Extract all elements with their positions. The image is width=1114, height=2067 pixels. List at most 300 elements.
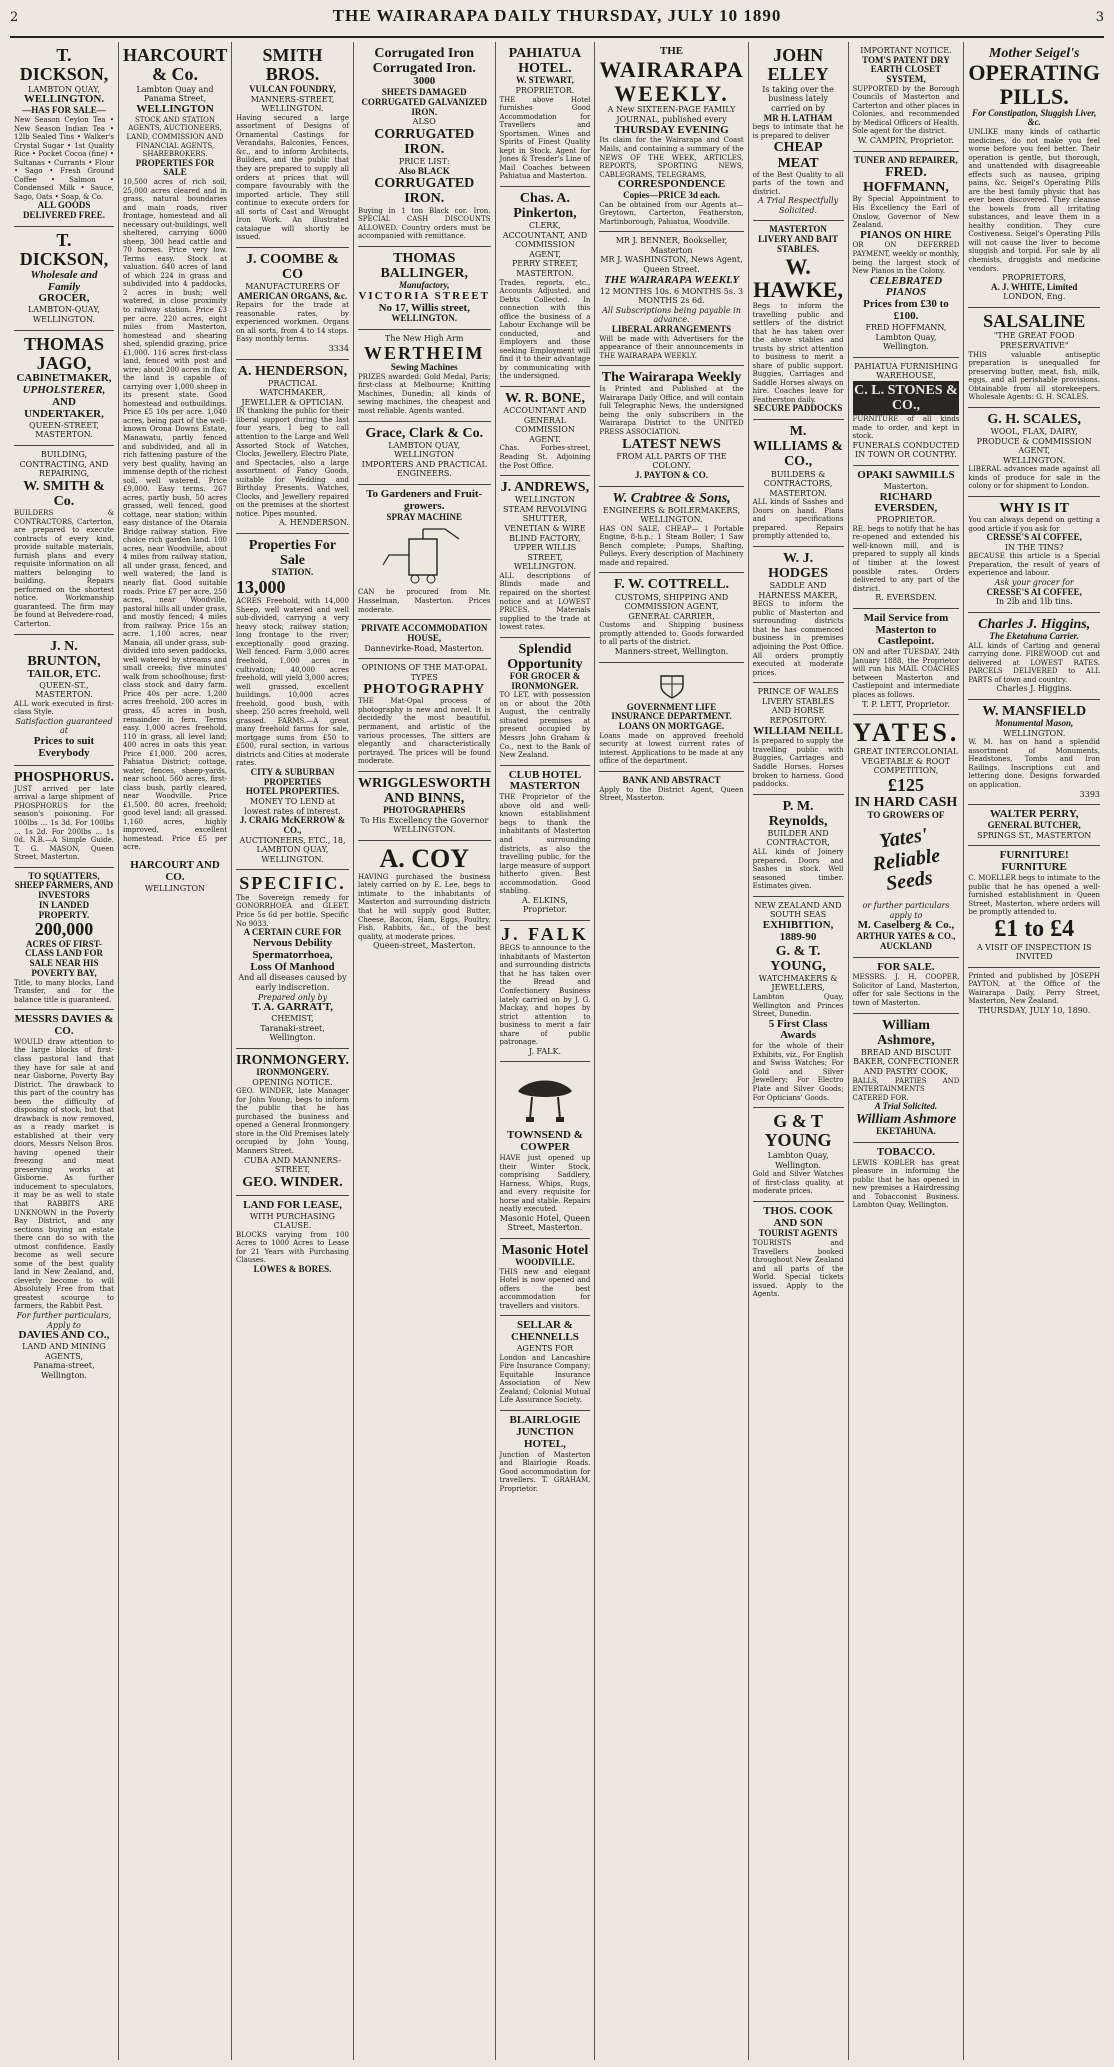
ad-body: Dannevirke-Road, Masterton. (364, 643, 485, 653)
ad-place: CUBA AND MANNERS-STREET, (243, 1155, 342, 1175)
ad-subtitle: ENGINEERS & BOILERMAKERS, (602, 505, 741, 515)
ad-title-3: PILLS. (999, 83, 1069, 109)
ad-celebrated: CELEBRATED PIANOS (869, 274, 943, 299)
ad-line-2: ALSO (412, 117, 436, 127)
ad-why-is-it (968, 497, 1100, 613)
ad-title: William Ashmore, (877, 1017, 935, 1048)
ad-title: W. J. HODGES (768, 550, 829, 582)
ad-g-t-young (753, 1108, 844, 1202)
ad-from: FROM ALL PARTS OF THE COLONY. (616, 451, 727, 471)
ad-title-2: OPERATING (968, 60, 1100, 86)
ad-signature: W. CAMPIN, Proprietor. (857, 135, 954, 145)
ad-body-2: IN THE TINS? (1004, 542, 1064, 552)
ad-body: Loans made on approved freehold security at lowest current rates of interest. Applications to be made at any office of the department. (599, 731, 744, 766)
ad-william-ashmore (853, 1014, 960, 1143)
ad-body: Is prepared to supply the travelling public with Buggies, Carriages and Saddle Horses. Horses broken to harness. Good paddocks. (752, 737, 844, 789)
ad-phosphorus (14, 766, 114, 868)
ad-body: ALL kinds of Joinery prepared. Doors and Sashes in stock. Well seasoned timber. Estimates given. (752, 847, 844, 891)
ad-body: TOURISTS and Travellers booked throughout New Zealand and all parts of the World. Special tickets issued. Apply to the Agents. (752, 1239, 844, 1299)
ad-sellar (500, 1316, 591, 1411)
ad-davies (14, 1010, 114, 1385)
ad-body: or further particulars apply to (862, 901, 950, 920)
ad-line-1: Nervous Debility (252, 936, 333, 949)
ad-subtitle: NEW ZEALAND AND SOUTH SEAS (754, 900, 842, 920)
ad-body: HAS ON SALE, CHEAP— 1 Portable Engine, 8-h.p.; 1 Steam Boiler; 1 Saw Bench complete; Pumps, Shafting, Pulleys. Every description of Machinery made and repaired. (599, 524, 744, 567)
newspaper-title: THE WAIRARAPA DAILY THURSDAY, JULY 10 1890 (332, 6, 782, 25)
ad-body: C. MOELLER begs to intimate to the public that he has opened a well-furnished establishment in Queen Street, Masterton, where orders will be promptly attended to. (968, 874, 1100, 917)
ad-mansfield (968, 700, 1100, 805)
ad-body: SUPPORTED by the Borough Councils of Masterton and Carterton and other places in Colonies, and recommended by Medical Officers of Health. Sole agent for the district. (852, 84, 960, 136)
ad-subtitle: FOR GROCER & IRONMONGER. (509, 670, 581, 691)
ad-place: WELLINGTON (136, 103, 214, 116)
ad-subtitle: LAMBTON QUAY, (28, 84, 100, 94)
ad-subtitle: CUSTOMS, SHIPPING AND COMMISSION AGENT, (614, 592, 729, 612)
ad-trial: A Trial Solicited. (874, 1101, 938, 1112)
ad-heading: STOCK AND STATION AGENTS, AUCTIONEERS, LAND, COMMISSION AND FINANCIAL AGENTS, SHAREBROKERS. (126, 115, 224, 159)
ad-w-smith (14, 446, 114, 634)
ad-crabtree (599, 487, 743, 574)
ad-title: W. MANSFIELD (982, 703, 1087, 719)
ad-subtitle: BREAD AND BISCUIT BAKER, CONFECTIONER AND PASTRY COOK, (853, 1047, 959, 1076)
ad-hotel-properties: HOTEL PROPERTIES. (245, 786, 340, 797)
ad-furniture (968, 846, 1100, 968)
ad-salsaline (968, 308, 1100, 408)
ad-squatters (14, 868, 114, 1011)
ad-body: 10,500 acres of rich soil, 25,000 acres cleared and in grass, natural boundaries and main roads, river frontage, homestead and all necessary out-buildings, well sheltered, carrying 6000 sheep, 300 head cattle and 70 horses. Price very low. Terms easy. Stock at valuation. 640 acres of land of which 224 in grass and subdivided into 4 paddocks, 2 acres in bush; well watered, in close proximity to railway station. Price £3 per acre. 220 acres, eight miles from Masterton, homestead and shearing shed, splendid grazing, price £1,000. 116 acres first-class land, fenced with post and wire; about 200 acres in flax; the land is capable of carrying over 1,000 sheep in its present state. Good homestead and outbuildings. Price £5 10s per acre. 1,040 acres, being part of the well-known Orona Downs Estate, Manawatu, partly fenced and subdivided, and all in rich fattening pasture of the very best quality, having an immense depth of the richest soil, well watered. Price £9,000. Easy terms. 267 acres, partly bush, 50 acres grassed, well fenced, good cottage, near station; within easy distance of the Otaraia Bridge railway station. Five choice rich garden land. 100 acres, near Woodville, about 4 miles from railway station, all under grass, fenced, and well watered; the land is nearly flat. Good suitable roads. Price £7 per acre. 250 acres, near Woodville, pastoral hills all under grass, and mostly fenced; 4 miles from railway. Price 15s an acre. 1,100 acres, near Manaia, all under grass, sub-divided into seven paddocks, well watered by streams and small creeks; five minutes' walk from schoolhouse; first-class stock and dairy farm. Price 40s per acre. 1,200 acres freehold, 200 acres in grass, 45 acres in bush, remainder in fern. Terms easy. 1,000 acres freehold, 110 in grass, all level land; 400 acres in oats this year. Price £1,000. 200 acres, Pahiatua District; cottage, water, fences, sheep-yards, near school. 560 acres, first-class bush, partly cleared, near Woodville. Price £1,500. 80 acres, freehold; good level land; all grassed. 1,160 acres, highly improved, excellent homestead. Price £5 per acre. (122, 178, 228, 852)
ad-title: WHY IS IT (999, 500, 1069, 516)
column-4 (353, 42, 495, 2060)
ad-title: J. ANDREWS, (500, 480, 590, 496)
ad-place: WELLINGTON. (23, 93, 105, 106)
ad-title: WILLIAM NEILL (753, 724, 843, 737)
ad-body: Chas. Forbes-street, Reading St. Adjoining the Post Office. (499, 444, 591, 470)
ad-line-1: SHEETS DAMAGED CORRUGATED GALVANIZED IRON. (361, 87, 488, 117)
ad-items: New Season Ceylon Tea • New Season Indian Tea • 12lb Sealed Tins • Walker's Crystal Sugar • 1st Quality Rice • Pocket Cocoa (fine) • Sultanas • Currants • Flour • Sago • Fresh Ground Coffee • Salmon • Condensed Milk • Sauce, Sago, Oats • Soap, & Co. (14, 116, 114, 201)
ad-place: WELLINGTON. (640, 515, 703, 525)
ad-thos-cook (753, 1202, 844, 1304)
ad-title: Splendid Opportunity (507, 641, 583, 672)
ad-masonic-hotel (500, 1239, 591, 1316)
ad-agent-1: M. Caselberg & Co., (857, 919, 955, 932)
ad-name: A. J. WHITE, Limited (991, 281, 1078, 292)
ad-place: UPPER WILLIS STREET, WELLINGTON. (513, 543, 577, 572)
ad-acreage: 200,000 (34, 919, 94, 940)
ad-subtitle-2: GROCER, (38, 292, 90, 305)
ad-government-life (599, 663, 743, 772)
ad-seigels-pills (968, 42, 1100, 308)
ad-title: PRIVATE ACCOMMODATION HOUSE, (361, 623, 488, 643)
ad-prices: Prices from £30 to £100. (863, 298, 949, 323)
ad-title: YATES. (852, 718, 960, 748)
ad-body: BEGS to inform the public of Masterton and surrounding districts that he has commenced business in premises adjoining the Post Office. All orders promptly executed at moderate prices. (752, 600, 844, 677)
ad-place: EKETAHUNA. (876, 1125, 936, 1136)
ad-subtitle: For Constipation, Sluggish Liver, &c. (972, 107, 1097, 128)
ad-trial: A Trial Respectfully Solicited. (758, 196, 839, 215)
ad-body: Trades, reports, etc., Accounts Adjusted, and Debts Collected. In connection with this office the business of a Labour Exchange will be conducted, and Employers and those seeking Employment will find it to their advantage by communicating with the undersigned. (499, 278, 591, 381)
column-2 (118, 42, 231, 2060)
ad-townsend (500, 1062, 591, 1239)
ad-body: THE above Hotel furnishes Good Accommodation for Travellers and Sportsmen. Wines and Spirits of Finest Quality kept in Stock. Agent for Jones & Tresder's Line of Mail Coaches between Pahiatua and Masterton. (499, 95, 591, 181)
ad-body-2: A VISIT OF INSPECTION IS INVITED (976, 942, 1092, 962)
ad-apply: Apply to (47, 1320, 81, 1330)
ad-body: HAVING purchased the business lately carried on by E. Lee, begs to intimate to the inhabitants of Masterton and surrounding districts that he will supply good Butter, Cheese, Bacon, Ham, Eggs, Poultry, Fish, Rabbits, &c., of the best quality, at moderate prices. (357, 872, 491, 941)
ad-title: G. H. SCALES, (987, 411, 1082, 427)
ad-specific (236, 870, 349, 1048)
ad-title: T. DICKSON, (19, 229, 109, 270)
ad-place: Manners-street, Wellington. (614, 646, 729, 656)
ad-title-2: WAIRARAPA (599, 56, 744, 82)
ad-subtitle: Lambton Quay and Panama Street, (136, 84, 214, 104)
ad-body: HAVE just opened up their Winter Stock, comprising Saddlery, Harness, Whips, Rugs, and every requisite for horse and stable. Repairs neatly executed. (499, 1154, 591, 1214)
ad-subtitle: W. STEWART, (515, 75, 574, 86)
ad-subtitle: The Eketahuna Carrier. (989, 630, 1079, 641)
ad-subtitle: A New SIXTEEN-PAGE FAMILY JOURNAL, published every (607, 105, 736, 124)
ad-falk (500, 921, 591, 1062)
ad-subtitle: GREAT INTERCOLONIAL VEGETABLE & ROOT COMPETITION, (853, 747, 959, 776)
ad-agent-2: ARTHUR YATES & CO., AUCKLAND (856, 931, 956, 951)
ad-body: RE. begs to notify that he has re-opened and extended his well-known mill, and is prepared to supply all kinds of timber at the lowest possible rates. Orders delivered to any part of the district. (852, 524, 960, 593)
ad-subtitle: PHOTOGRAPHERS (383, 804, 466, 815)
ad-title: TOWNSEND & COWPER (506, 1129, 583, 1154)
ad-place: VICTORIA STREET (358, 289, 491, 302)
ad-body-2: of the Best Quality to all parts of the town and district. (752, 170, 844, 196)
ad-place: PERRY STREET, MASTERTON. (511, 259, 578, 279)
ad-body: LIBERAL advances made against all kinds of produce for sale in the colony or for shipment to London. (968, 465, 1100, 491)
ad-role: PROPRIETOR. (515, 85, 575, 95)
yates-reliable-seeds-logo: Yates' Reliable Seeds (870, 824, 941, 896)
ad-body: By Special Appointment to His Excellency the Earl of Onslow, Governor of New Zealand. (852, 195, 960, 230)
ad-funerals: FUNERALS CONDUCTED IN TOWN OR COUNTRY. (852, 440, 960, 460)
ad-line-3: WELLINGTON. (393, 825, 456, 835)
ad-yates (853, 715, 960, 957)
ad-body: You can always depend on getting a good article if you ask for (968, 515, 1100, 533)
ad-title: A. HENDERSON, (237, 363, 348, 379)
ad-land-lease (236, 1196, 349, 1280)
ad-by: Prepared only by (257, 992, 328, 1002)
ad-title: MASTERTON LIVERY AND BAIT STABLES. (758, 224, 838, 254)
ad-body: Junction of Masterton and Blairlogie Roads. Good accommodation for travellers. T. GRAHAM, Proprietor. (499, 1450, 591, 1493)
ad-title: SMITH BROS. (262, 45, 323, 85)
ad-agents: LAND AND MINING AGENTS, (22, 1341, 106, 1361)
ad-body: London and Lancashire Fire Insurance Company; Equitable Insurance Association of New Zealand; Colonial Mutual Life Assurance Society. (499, 1353, 591, 1405)
ad-properties (236, 534, 349, 871)
ad-title: THOMAS BALLINGER, (380, 250, 468, 281)
ad-scales (968, 408, 1100, 497)
ad-title: BLAIRLOGIE JUNCTION HOTEL, (509, 1413, 581, 1450)
ad-body: begs to intimate that he is prepared to deliver (752, 123, 844, 140)
ad-weekly-subscriptions (599, 232, 743, 366)
ad-body: Its claim for the Wairarapa and Coast Mails, and containing a summary of the NEWS OF THE WEEK, ARTICLES, REPORTS, SPORTING NEWS, CABLEGRAMS, TELEGRAMS, (599, 136, 744, 179)
ad-quantity: 3000 (413, 75, 436, 88)
ad-line-1: IMPORTERS AND PRACTICAL ENGINEERS. (361, 459, 487, 479)
ad-place: Masterton. (883, 481, 929, 491)
ad-ironmongery (236, 1049, 349, 1196)
ad-subtitle: ACCOUNTANT AND GENERAL COMMISSION AGENT. (503, 406, 587, 444)
ad-agents: Can be obtained from our Agents at— Greytown, Carterton, Featherston, Martinborough, Pahiatua, Woodville. (599, 200, 744, 226)
ad-signature: A. HENDERSON. (278, 518, 349, 528)
ad-open: OPENING NOTICE. (252, 1077, 333, 1087)
column-1 (10, 42, 118, 2060)
ad-wertheim (358, 330, 491, 421)
ad-body: ALL kinds of Carting and general carrying done. FIREWOOD cut and delivered at LOWEST RATES. PARCELS DELIVERED to ALL PARTS of town and country. (968, 641, 1100, 684)
ad-body: Customs and Shipping business promptly attended to. Goods forwarded to all parts of the district. (599, 621, 744, 647)
ad-title: To Gardeners and Fruit-growers. (366, 488, 483, 512)
ad-number: 3334 (328, 343, 349, 353)
ad-title: THOMAS JAGO, (23, 333, 104, 373)
ad-body: MESSRS. J. H. COOPER, Solicitor of Land, Masterton, offer for sale Sections in the town of Masterton. (852, 973, 960, 1007)
ad-private-house (358, 620, 491, 659)
ad-line-1: Satisfaction guaranteed at (15, 716, 113, 736)
ad-body: PRIZES awarded: Gold Medal, Paris; first-class at Melbourne; Knitting Machines, Dunedin; all kinds of sewing machines, the cheapest and most reliable. Agents wanted. (357, 372, 491, 415)
ad-name: G. & T. YOUNG, (770, 943, 826, 974)
ad-a-coy (358, 841, 491, 956)
ad-title-1: Mother Seigel's (988, 46, 1080, 61)
ad-title: Charles J. Higgins, (978, 616, 1091, 632)
imprint-date: THURSDAY, JULY 10, 1890. (977, 1005, 1091, 1015)
ad-place: Queen-street, Masterton. (372, 941, 476, 951)
ad-subtitle: "THE GREAT FOOD PRESERVATIVE" (993, 331, 1075, 351)
ad-subtitle: Manufactory, (399, 279, 450, 290)
ad-body: BEGS to announce to the inhabitants of Masterton and surrounding districts that he has taken over the Bread and Confectionery Business lately carried on by J. G. Mackay, and hopes by strict attention to business to merit a fair share of public patronage. (499, 944, 591, 1047)
ad-line-1: IN HARD CASH (854, 795, 958, 811)
ad-title: M. WILLIAMS & CO., (753, 424, 843, 470)
imprint (968, 968, 1100, 1021)
ad-place: Lambton Quay, Wellington. (767, 1150, 829, 1170)
ad-hodges (753, 547, 844, 683)
ad-awards: 5 First Class Awards (768, 1017, 828, 1042)
column-7 (748, 42, 848, 2060)
ad-place: QUEEN-STREET, MASTERTON. (29, 420, 99, 440)
ad-prize: £125 (887, 774, 924, 795)
ad-signature: FRED HOFFMANN, Lambton Quay, Wellington. (865, 323, 947, 352)
ad-mail-service (853, 609, 960, 715)
column-8 (848, 42, 964, 2060)
ad-day: THURSDAY EVENING (614, 123, 729, 136)
ad-price: Copies—PRICE 3d each. (623, 189, 720, 200)
ad-title: PAHIATUA HOTEL. (508, 46, 582, 77)
ad-subtitle: Is taking over the business lately carried on by (762, 84, 834, 114)
ad-photography (358, 659, 491, 772)
ad-line-3: ACRES OF FIRST-CLASS LAND FOR SALE NEAR HIS POVERTY BAY, (24, 938, 103, 978)
ad-liberal: LIBERAL ARRANGEMENTS (611, 323, 732, 334)
ad-brand: CRESSE'S AI COFFEE, (986, 532, 1082, 543)
ad-dickson-grocer (14, 42, 114, 227)
ad-title: Masonic Hotel (501, 1242, 589, 1258)
ad-signature: HARCOURT AND CO. (130, 859, 220, 883)
ad-subtitle: TUNER AND REPAIRER, (854, 154, 958, 165)
ad-body: IN thanking the public for their liberal support during the last four years, I beg to call attention to the Large and Well Assorted Stock of Watches, Clocks, Jewellery, Electro Plate, and Spectacles, also a large assortment of Fancy Goods, suitable for Wedding and Birthday Presents. Watches, Clocks, and Jewellery repaired on the premises at the shortest notice. Pipes mounted. (236, 407, 349, 518)
ad-title: W. SMITH & Co. (23, 478, 105, 509)
ad-signature: GEO. WINDER. (242, 1174, 343, 1190)
ad-bone (500, 387, 591, 476)
ad-line-2: GENERAL CARRIER, (628, 611, 715, 621)
ad-body: Begs to inform the travelling public and settlers of the district that he has taken over the above stables and trusts by strict attention to business to merit a share of public support. Buggies, Carriages and Saddle Horses always on hire. Coaches leave for Featherston daily. (752, 302, 844, 404)
ad-title: Grace, Clark & Co. (365, 425, 484, 441)
ad-title: F. W. COTTRELL. (613, 577, 730, 593)
ad-subtitle: The New High Arm (385, 334, 464, 344)
ad-pahiatua-furnishing (853, 358, 960, 466)
crest-icon (655, 670, 689, 700)
ad-title-3: WEEKLY. (614, 80, 729, 106)
ad-pahiatua-hotel (500, 42, 591, 187)
ad-title: Corrugated Iron (374, 46, 475, 61)
ad-grace-clark (358, 422, 491, 485)
ad-body: THIS new and elegant Hotel is now opened and offers the best accommodation for travellers and visitors. (499, 1267, 591, 1310)
ad-subtitle: WOOL, FLAX, DAIRY, PRODUCE & COMMISSION AGENT, (976, 426, 1092, 456)
ad-title: Chas. A. Pinkerton, (513, 190, 577, 221)
ad-body-2: for the whole of their Exhibits, viz., For English and Swiss Watches; For Gold and Silver Jewellery; For Electro Plate and Silver Goods; For Opticians' Goods. (752, 1042, 844, 1102)
ad-body: THE Mat-Opal process of photography is new and novel. It is decidedly the most beautiful, permanent, and artistic of the various processes. The sitters are elegantly and characteristically portrayed. The prices will be found moderate. (357, 697, 491, 766)
ad-title: WERTHEIM (364, 342, 485, 363)
ad-body: BUILDERS & CONTRACTORS, Carterton, are prepared to execute contracts of every kind, provide suitable materials, furnish plans and every requisite information on all matters belonging to building. Repairs performed on the shortest notice. Workmanship guaranteed. The firm may be found at Belvedere-road, Carterton. (14, 509, 114, 628)
ad-signature: T. P. LETT, Proprietor. (862, 699, 950, 709)
ad-thomas-jago (14, 331, 114, 447)
ad-line-2: To His Excellency the Governor (360, 815, 489, 825)
ad-m-williams (753, 420, 844, 547)
ad-place: WELLINGTON. (1003, 728, 1066, 738)
ad-body: The Sovereign remedy for GONORRHOEA and GLEET. Price 5s 6d per bottle. Specific No 9033. (236, 893, 349, 928)
ad-title: C. L. STONES & CO., (853, 381, 960, 415)
ad-address: No 17, Willis street, (378, 301, 470, 314)
ad-reynolds (753, 795, 844, 897)
ad-body: JUST arrived per late arrival a large shipment of PHOSPHORUS for the season's poisoning. For 100lbs ... 1s 3d. For 100lbs ... 1s 2d. For 200lbs ... 1s 0d. N.B.—A Simple Guide. T. G. MASON, Queen Street, Masterton. (14, 784, 114, 862)
ad-wairarapa-weekly (599, 42, 743, 232)
ad-subtitle: TAILOR, ETC. (27, 667, 101, 680)
ad-club-hotel (500, 766, 591, 921)
ad-title: MESSRS DAVIES & CO. (14, 1013, 114, 1038)
ad-line-1: MANUFACTURERS OF (245, 281, 340, 291)
ad-subtitle: WELLINGTON STEAM REVOLVING SHUTTER, VENETIAN & WIRE BLIND FACTORY, (502, 495, 587, 543)
ad-line-2: Spermatorrhoea, (252, 948, 333, 961)
ad-title: J. N. BRUNTON, (27, 638, 101, 669)
ad-place: SPRINGS ST., MASTERTON (977, 830, 1092, 840)
ad-line-6: CORRUGATED IRON. (374, 176, 475, 207)
ad-line-1: Sewing Machines (390, 362, 458, 373)
ad-subtitle: BUILDERS & CONTRACTORS, (763, 469, 833, 489)
ad-line-2: Prices to suit Everybody (33, 735, 95, 759)
ad-subtitle: PRINCE OF WALES LIVERY STABLES AND HORSE REPOSITORY. (757, 687, 839, 725)
ad-place: QUEEN-ST., MASTERTON. (35, 680, 93, 700)
ad-line: —HAS FOR SALE— (22, 105, 106, 116)
ad-title: SALSALINE (983, 310, 1086, 331)
ad-title: SELLAR & CHENNELLS (511, 1319, 579, 1344)
ad-line-1: CABINETMAKER, (16, 372, 112, 385)
ad-body: ALL kinds of Sashes and Doors on hand. Plans and specifications prepared. Repairs promptly attended to. (752, 498, 844, 541)
ad-more: For further particulars, (16, 1310, 112, 1320)
ad-ask: Ask your grocer for (994, 577, 1074, 587)
ad-subtitle: WOODVILLE. (515, 1257, 575, 1268)
ad-neill (753, 683, 844, 794)
ad-title: J. COOMBE & CO (246, 251, 339, 282)
ad-title: P. M. Reynolds, (768, 798, 828, 829)
ad-body: W. M. has on hand a splendid assortment of Monuments, Headstones, Tombs and Iron Railings. Inscriptions cut and lettering done. Designs forwarded on application. (968, 738, 1100, 790)
ad-cure: A CERTAIN CURE FOR (243, 927, 342, 938)
ad-name: MR H. LATHAM (763, 112, 833, 123)
ad-subtitle: BUILDER AND CONTRACTOR, (766, 828, 830, 848)
ad-subtitle: VULCAN FOUNDRY, (249, 83, 336, 94)
columns (10, 42, 1104, 2060)
ad-subtitle: PRACTICAL WATCHMAKER, JEWELLER & OPTICIAN. (241, 378, 344, 407)
ad-line-4: And all diseases caused by early indiscretion. (238, 973, 347, 992)
ad-line-5: Also BLACK (398, 165, 450, 176)
ad-signature: J. FALK. (528, 1046, 562, 1056)
ad-name: RICHARD EVERSDEN, (874, 490, 938, 515)
ad-title: OPAKI SAWMILLS (857, 469, 955, 482)
ad-place: AUCTIONEERS, ETC., 18, LAMBTON QUAY, WELLINGTON. (239, 835, 346, 864)
ad-corrugated-iron (358, 42, 491, 247)
ad-city: WELLINGTON. (391, 313, 458, 324)
ad-subtitle: FURNITURE (1001, 861, 1067, 874)
ad-body-3: BECAUSE this article is a Special Preparation, the result of years of experience and labour. (968, 552, 1100, 578)
ad-subtitle: SADDLE AND HARNESS MAKER, (758, 581, 838, 600)
saddle-icon (510, 1069, 580, 1127)
ad-title: TOBACCO. (876, 1145, 936, 1158)
ad-bank-abstract (599, 772, 743, 808)
ad-signature: William Ashmore (855, 1111, 957, 1127)
ad-title: A. COY (379, 843, 470, 873)
ad-body-2: OR ON DEFERRED PAYMENT, weekly or monthly, being the largest stock of New Pianos in the Colony. (852, 241, 960, 276)
ad-body: Title, to many blocks, Land Transfer, and for the balance title is guaranteed. (14, 978, 114, 1004)
column-6 (594, 42, 747, 2060)
ad-body: ON and after TUESDAY, 24th January 1888, the Proprietor will run his MAIL COACHES between Masterton and Castlepoint and intermediate places as follows. (852, 648, 960, 699)
ad-rates: 12 MONTHS 10s. 6 MONTHS 5s. 3 MONTHS 2s 6d. (599, 286, 744, 306)
ad-subtitle: OPINIONS OF THE MAT-OPAL TYPES (361, 663, 487, 682)
ad-wrigglesworth (358, 772, 491, 841)
ad-higgins (968, 613, 1100, 700)
ad-for-sale (853, 958, 960, 1014)
ad-place: Panama-street, Wellington. (33, 1361, 95, 1380)
ad-body: TO LET, with possession on or about the 20th August, the centrally situated premises at present occupied by Messrs John Graham & Co., next to the Bank of New Zealand. (499, 691, 591, 760)
ad-john-elley (753, 42, 844, 221)
spray-machine-illustration (379, 525, 469, 585)
ad-acreage: 13,000 (236, 576, 286, 597)
ad-line-3: AND UNDERTAKER, (24, 396, 104, 420)
ad-line-3: CORRUGATED IRON. (374, 126, 475, 157)
ad-line-2: IN LANDED PROPERTY. (38, 899, 90, 920)
ad-title: WALTER PERRY, (989, 808, 1079, 821)
ad-place: Masonic Hotel, Queen Street, Masterton. (499, 1213, 591, 1233)
ad-dry-earth-closet (853, 42, 960, 152)
ad-body: ALL descriptions of Blinds made and repaired on the shortest notice and at LOWEST PRICES. Materials supplied to the trade at lowest rates. (499, 571, 591, 632)
ad-role: PROPRIETOR. (876, 515, 936, 525)
ad-brunton (14, 635, 114, 766)
ad-subtitle: Monumental Mason, (995, 718, 1074, 729)
ad-body: BLOCKS varying from 100 Acres to 1000 Acres to Lease for 21 Years with Purchasing Clauses. (236, 1230, 349, 1265)
ad-signature: A. ELKINS, Proprietor. (522, 895, 568, 915)
ad-harcourt (123, 42, 227, 898)
ad-body: Is Printed and Published at the Wairarapa Daily Office, and will contain full Telegraphic News, the undersigned being the only subscribers in the Wairarapa District to the UNITED PRESS ASSOCIATION. (599, 385, 744, 436)
ad-role: WATCHMAKERS & JEWELLERS, (758, 973, 838, 993)
ad-hoffmann (853, 152, 960, 358)
ad-price-range: £1 to £4 (994, 915, 1075, 942)
ad-title: SPECIFIC. (239, 873, 346, 894)
ad-price: In 2lb and 1lb tins. (995, 597, 1073, 607)
ad-subtitle: STATION. (271, 567, 314, 578)
masthead (10, 6, 1104, 38)
ad-tobacco (853, 1143, 960, 1215)
ad-place-2: WELLINGTON (144, 883, 206, 893)
ad-subtitle: IRONMONGERY. (256, 1066, 329, 1077)
ad-title: J. FALK (501, 923, 589, 944)
ad-title: W. R. BONE, (504, 391, 585, 406)
ad-subtitle: PAHIATUA FURNISHING WAREHOUSE, (854, 361, 958, 381)
ad-andrews (500, 476, 591, 638)
ad-title: LAND FOR LEASE, (243, 1198, 342, 1211)
ad-role: CHEMIST, (271, 1014, 314, 1024)
ad-title: T. DICKSON, (19, 45, 109, 85)
ad-gardeners (358, 485, 491, 620)
ad-number: 3393 (1079, 789, 1100, 799)
